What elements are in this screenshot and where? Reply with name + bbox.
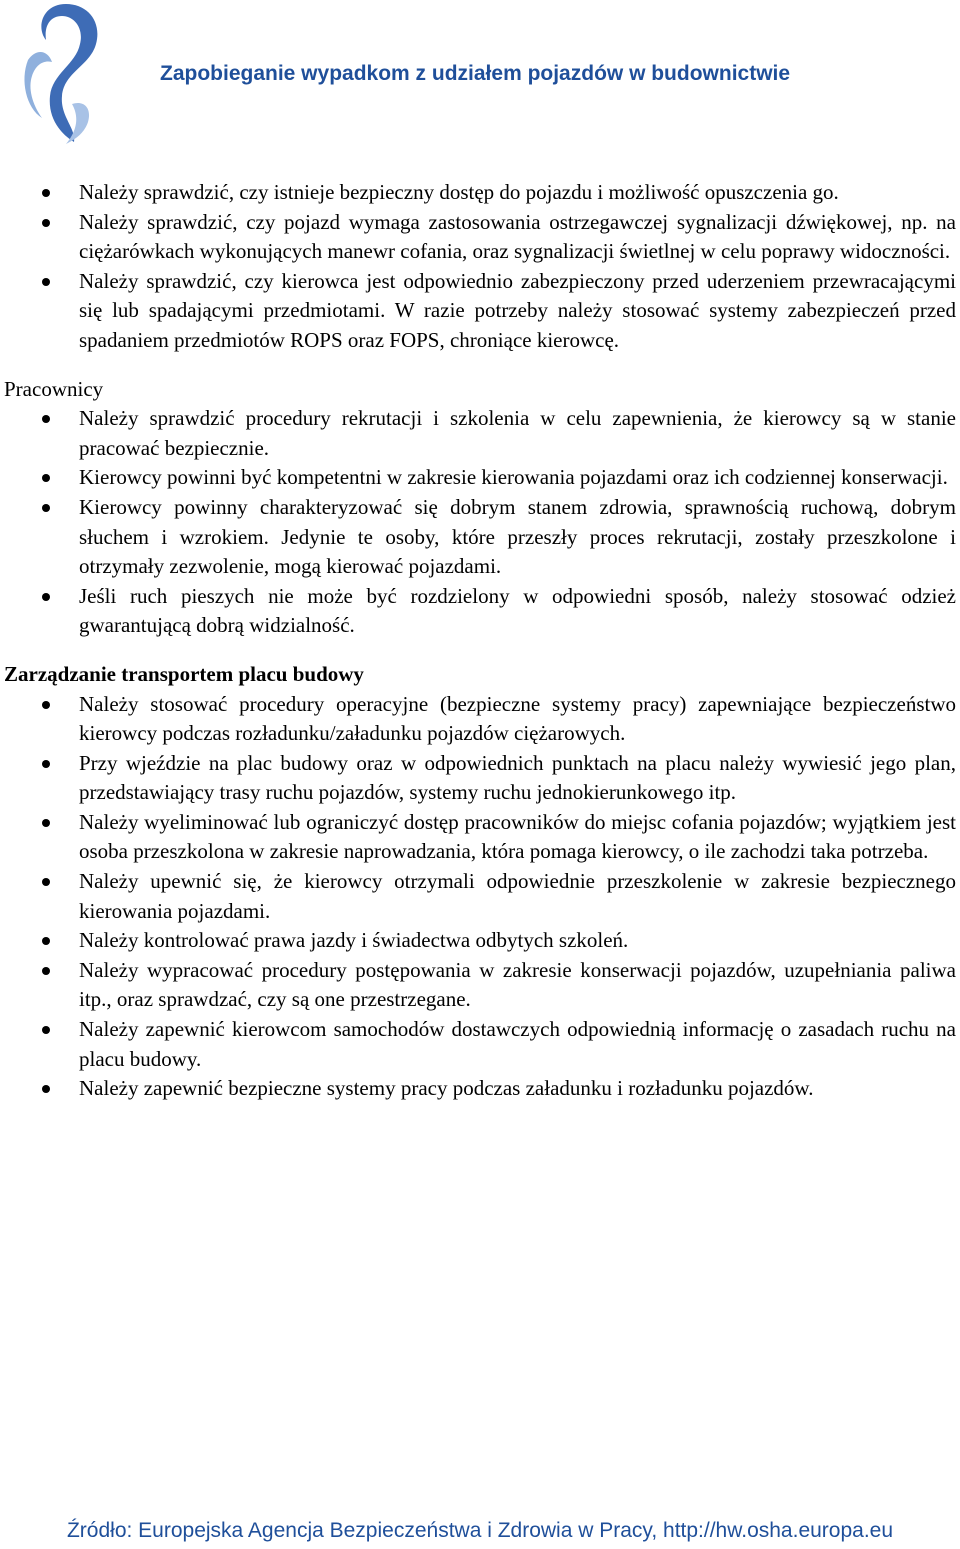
bullet-icon bbox=[42, 1026, 50, 1034]
document-body bbox=[0, 178, 960, 1104]
list-item-text: Należy wyeliminować lub ograniczyć dostęp pracowników do miejsc cofania pojazdów; wyjątkiem jest osoba przeszkolona w zakresie naprowadzania, która pomaga kierowcy, o ile zachodzi taka potrzeba. bbox=[79, 809, 956, 864]
list-item bbox=[0, 178, 960, 208]
section-heading-pracownicy: Pracownicy bbox=[4, 376, 104, 401]
bullet-icon bbox=[42, 504, 50, 512]
list-item-text: Kierowcy powinni być kompetentni w zakresie kierowania pojazdami oraz ich codziennej konserwacji. bbox=[79, 465, 948, 490]
bullet-icon bbox=[42, 593, 50, 601]
list-item-text: Należy sprawdzić, czy pojazd wymaga zastosowania ostrzegawczej sygnalizacji dźwiękowej, np. na ciężarówkach wykonujących manewr cofania, oraz sygnalizacji świetlnej w celu poprawy widoczności. bbox=[79, 209, 956, 264]
list-item bbox=[0, 690, 960, 749]
list-item-text: Należy sprawdzić procedury rekrutacji i szkolenia w celu zapewnienia, że kierowcy są w stanie pracować bezpiecznie. bbox=[79, 406, 956, 460]
list-item bbox=[0, 926, 960, 956]
list-item bbox=[0, 493, 960, 582]
list-item-text: Należy wypracować procedury postępowania w zakresie konserwacji pojazdów, uzupełniania paliwa itp., oraz sprawdzać, czy są one przestrzegane. bbox=[79, 957, 956, 1012]
list-item-text: Kierowcy powinny charakteryzować się dobrym stanem zdrowia, sprawnością ruchową, dobrym słuchem i wzrokiem. Jedynie te osoby, które przeszły proces rekrutacji, zostały przeszkolone i otrzymały zezwolenie, mogą kierować pojazdami. bbox=[79, 494, 956, 579]
list-item bbox=[0, 1074, 960, 1104]
bullet-icon bbox=[42, 760, 50, 768]
list-item-text: Należy sprawdzić, czy kierowca jest odpowiednio zabezpieczony przed uderzeniem przewracającymi się lub spadającymi przedmiotami. W razie potrzeby należy stosować systemy zabezpieczeń przed spadaniem przedmiotów ROPS oraz FOPS, chroniące kierowcę. bbox=[79, 268, 956, 352]
source-footer: Źródło: Europejska Agencja Bezpieczeństwa i Zdrowia w Pracy, http://hw.osha.europa.eu bbox=[66, 1519, 894, 1542]
list-item-text: Należy zapewnić bezpieczne systemy pracy podczas załadunku i rozładunku pojazdów. bbox=[79, 1076, 814, 1101]
bullet-icon bbox=[42, 937, 50, 945]
agency-logo-icon bbox=[18, 0, 108, 146]
list-item-text: Należy sprawdzić, czy istnieje bezpieczny dostęp do pojazdu i możliwość opuszczenia go. bbox=[79, 180, 839, 204]
list-item-text: Należy kontrolować prawa jazdy i świadectwa odbytych szkoleń. bbox=[79, 928, 629, 953]
section-heading-transport: Zarządzanie transportem placu budowy bbox=[4, 661, 364, 686]
list-item bbox=[0, 867, 960, 926]
list-item-text: Należy stosować procedury operacyjne (bezpieczne systemy pracy) zapewniające bezpieczeństwo kierowcy podczas rozładunku/załadunku pojazdów ciężarowych. bbox=[79, 691, 956, 746]
list-item bbox=[0, 267, 960, 356]
list-item bbox=[0, 404, 960, 463]
bullet-icon bbox=[42, 278, 50, 286]
list-item bbox=[0, 463, 960, 493]
bullet-icon bbox=[42, 878, 50, 886]
page-header bbox=[0, 0, 960, 150]
bullet-icon bbox=[42, 189, 50, 197]
transport-list bbox=[0, 690, 960, 1104]
intro-list bbox=[0, 178, 960, 356]
list-item bbox=[0, 956, 960, 1015]
list-item bbox=[0, 808, 960, 867]
list-item-text: Jeśli ruch pieszych nie może być rozdzielony w odpowiedni sposób, należy stosować odzież gwarantującą dobrą widzialność. bbox=[79, 583, 956, 638]
list-item bbox=[0, 1015, 960, 1074]
bullet-icon bbox=[42, 701, 50, 709]
bullet-icon bbox=[42, 967, 50, 975]
bullet-icon bbox=[42, 1085, 50, 1093]
list-item bbox=[0, 582, 960, 641]
bullet-icon bbox=[42, 474, 50, 482]
list-item bbox=[0, 208, 960, 267]
list-item-text: Należy upewnić się, że kierowcy otrzymali odpowiednie przeszkolenie w zakresie bezpiecznego kierowania pojazdami. bbox=[79, 869, 956, 923]
list-item bbox=[0, 749, 960, 808]
bullet-icon bbox=[42, 415, 50, 423]
page-title: Zapobieganie wypadkom z udziałem pojazdów w budownictwie bbox=[160, 62, 791, 85]
bullet-icon bbox=[42, 819, 50, 827]
pracownicy-list bbox=[0, 404, 960, 641]
bullet-icon bbox=[42, 219, 50, 227]
list-item-text: Należy zapewnić kierowcom samochodów dostawczych odpowiednią informację o zasadach ruchu na placu budowy. bbox=[79, 1017, 956, 1071]
list-item-text: Przy wjeździe na plac budowy oraz w odpowiednich punktach na placu należy wywiesić jego plan, przedstawiający trasy ruchu pojazdów, systemy ruchu jednokierunkowego itp. bbox=[79, 750, 956, 805]
